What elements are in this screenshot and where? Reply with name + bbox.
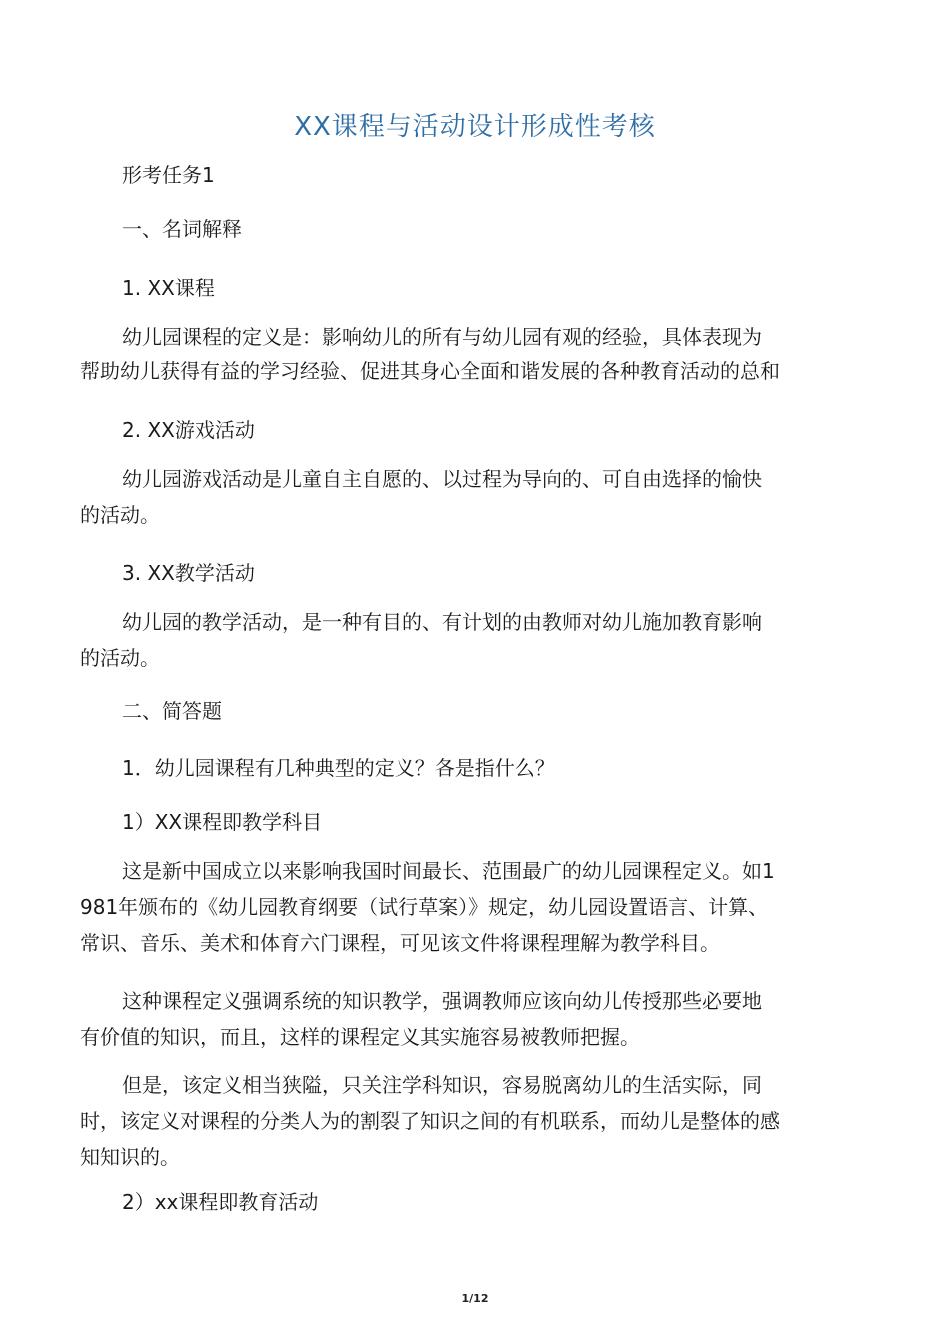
question-heading: 1．幼儿园课程有几种典型的定义？各是指什么？ [122, 756, 555, 780]
term-heading: 2. XX游戏活动 [122, 418, 255, 442]
paragraph-line: 知知识的。 [80, 1145, 180, 1169]
paragraph-line: 有价值的知识，而且，这样的课程定义其实施容易被教师把握。 [80, 1025, 640, 1049]
paragraph-line: 帮助幼儿获得有益的学习经验、促进其身心全面和谐发展的各种教育活动的总和 [80, 359, 780, 383]
paragraph-line: 幼儿园游戏活动是儿童自主自愿的、以过程为导向的、可自由选择的愉快 [122, 467, 762, 491]
term-heading: 1. XX课程 [122, 276, 215, 300]
paragraph-line: 的活动。 [80, 646, 160, 670]
answer-heading: 1）XX课程即教学科目 [122, 810, 323, 834]
paragraph-line: 常识、音乐、美术和体育六门课程，可见该文件将课程理解为教学科目。 [80, 931, 720, 955]
paragraph-line: 幼儿园课程的定义是：影响幼儿的所有与幼儿园有观的经验，具体表现为 [122, 325, 762, 349]
section-heading: 二、简答题 [122, 699, 222, 723]
paragraph-line: 幼儿园的教学活动，是一种有目的、有计划的由教师对幼儿施加教育影响 [122, 610, 762, 634]
section-heading: 一、名词解释 [122, 217, 242, 241]
paragraph-line: 时，该定义对课程的分类人为的割裂了知识之间的有机联系，而幼儿是整体的感 [80, 1109, 780, 1133]
task-heading: 形考任务1 [122, 163, 215, 187]
paragraph-line: 981年颁布的《幼儿园教育纲要（试行草案）》规定，幼儿园设置语言、计算、 [80, 895, 769, 919]
paragraph-line: 这是新中国成立以来影响我国时间最长、范围最广的幼儿园课程定义。如1 [122, 859, 775, 883]
paragraph-line: 这种课程定义强调系统的知识教学，强调教师应该向幼儿传授那些必要地 [122, 989, 762, 1013]
term-heading: 3. XX教学活动 [122, 561, 255, 585]
page-number: 1/12 [461, 1292, 489, 1305]
document-title: XX课程与活动设计形成性考核 [294, 112, 656, 142]
answer-heading: 2）xx课程即教育活动 [122, 1190, 319, 1214]
paragraph-line: 的活动。 [80, 503, 160, 527]
paragraph-line: 但是，该定义相当狭隘，只关注学科知识，容易脱离幼儿的生活实际，同 [122, 1073, 762, 1097]
